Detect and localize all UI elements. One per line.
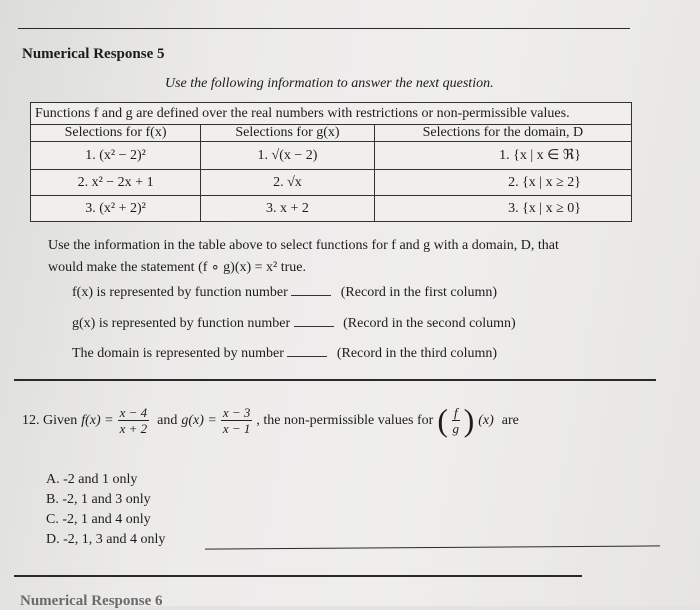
f-option-2: 2. x² − 2x + 1 (31, 170, 201, 196)
q12-and: and (157, 412, 178, 428)
question-12-stem (22, 402, 519, 439)
table-row (31, 142, 632, 170)
column-header-domain: Selections for the domain, D (374, 125, 631, 142)
table-row (31, 196, 632, 222)
domain-option-2: 2. {x | x ≥ 2} (374, 170, 631, 196)
q12-quotient-fraction (452, 405, 460, 436)
record-label-f: f(x) is represented by function number (72, 285, 288, 300)
q12-mid: , the non-permissible values for (256, 412, 434, 428)
left-paren-icon: ( (437, 402, 448, 438)
q12-quotient-numerator: f (453, 405, 458, 420)
section5-instruction: Use the following information to answer the next question. (165, 76, 494, 91)
answer-blank-f[interactable] (291, 283, 331, 296)
prompt-line-2: would make the statement (f ∘ g)(x) = x² true. (48, 260, 307, 275)
q12-f-numerator: x − 4 (119, 405, 148, 420)
prompt-line-1: Use the information in the table above to select functions for f and g with a domain, D, that (48, 238, 559, 253)
q12-f-fraction (118, 405, 150, 436)
domain-option-3: 3. {x | x ≥ 0} (374, 196, 631, 222)
answer-blank-domain[interactable] (287, 344, 327, 357)
option-d[interactable]: D. -2, 1, 3 and 4 only (46, 532, 166, 547)
g-option-1: 1. √(x − 2) (201, 142, 375, 170)
column-header-g: Selections for g(x) (201, 125, 375, 142)
q12-options (46, 470, 165, 550)
q12-argument: (x) (478, 412, 494, 428)
q12-prefix: 12. Given (22, 412, 78, 428)
record-note-f: (Record in the first column) (340, 285, 498, 300)
functions-table (30, 102, 632, 222)
f-option-3: 3. (x² + 2)² (31, 196, 201, 222)
top-divider (18, 28, 630, 29)
option-a[interactable]: A. -2 and 1 only (46, 472, 138, 487)
table-header: Functions f and g are defined over the real numbers with restrictions or non-permissible values. (31, 103, 632, 125)
q12-f-denominator: x + 2 (119, 421, 148, 436)
domain-option-1: 1. {x | x ∈ ℜ} (374, 142, 631, 170)
section6-title: Numerical Response 6 (20, 593, 163, 609)
q12-g-fraction (221, 405, 253, 436)
record-row-f (72, 283, 497, 301)
record-label-domain: The domain is represented by number (72, 346, 284, 361)
q12-g-lhs: g(x) = (181, 412, 217, 428)
section5-title: Numerical Response 5 (22, 46, 165, 62)
record-note-g: (Record in the second column) (343, 316, 516, 331)
record-row-g (72, 314, 516, 332)
q12-f-lhs: f(x) = (81, 412, 114, 428)
record-row-domain (72, 344, 497, 362)
answer-blank-g[interactable] (294, 314, 334, 327)
middle-divider (14, 379, 656, 381)
q12-quotient-denominator: g (452, 421, 460, 436)
f-option-1: 1. (x² − 2)² (31, 142, 201, 170)
short-divider (205, 545, 660, 549)
record-note-domain: (Record in the third column) (336, 346, 498, 361)
q12-g-numerator: x − 3 (222, 405, 251, 420)
g-option-2: 2. √x (201, 170, 375, 196)
g-option-3: 3. x + 2 (201, 196, 375, 222)
option-c[interactable]: C. -2, 1 and 4 only (46, 512, 151, 527)
column-header-f: Selections for f(x) (31, 125, 201, 142)
right-paren-icon: ) (463, 402, 475, 438)
table-row (31, 170, 632, 196)
option-b[interactable]: B. -2, 1 and 3 only (46, 492, 151, 507)
q12-g-denominator: x − 1 (222, 421, 251, 436)
record-label-g: g(x) is represented by function number (72, 316, 291, 331)
bottom-divider (14, 575, 582, 577)
q12-suffix: are (501, 412, 519, 428)
